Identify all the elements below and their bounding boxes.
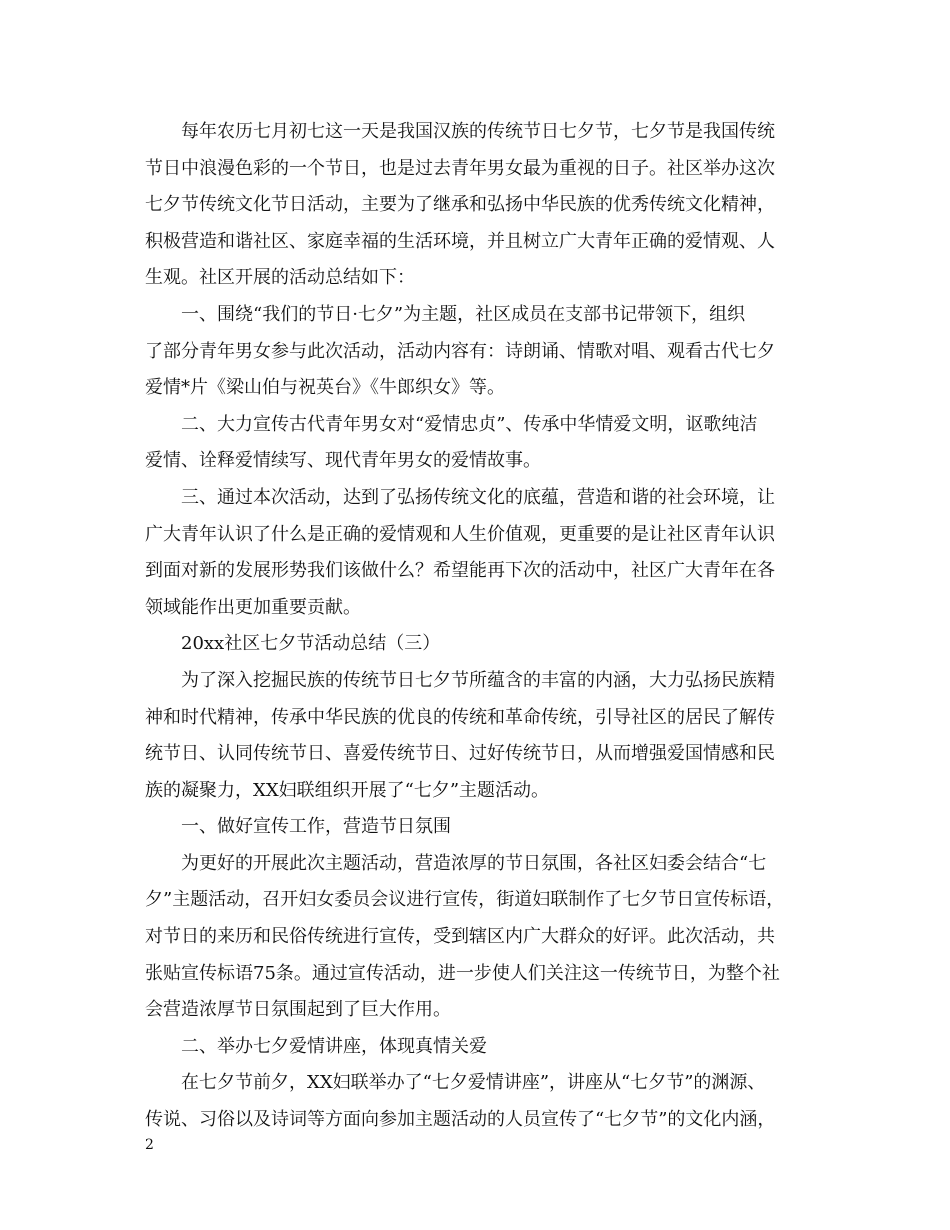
- text-line: 张贴宣传标语75条。通过宣传活动，进一步使人们关注这一传统节日，为整个社: [145, 962, 780, 984]
- text-line: 会营造浓厚节日氛围起到了巨大作用。: [145, 999, 451, 1021]
- text-line: 爱情*片《梁山伯与祝英台》《牛郎织女》等。: [145, 377, 505, 399]
- text-line: 一、做好宣传工作，营造节日氛围: [181, 816, 451, 838]
- text-line: 积极营造和谐社区、家庭幸福的生活环境，并且树立广大青年正确的爱情观、人: [145, 230, 775, 252]
- text-line: 三、通过本次活动，达到了弘扬传统文化的底蕴，营造和谐的社会环境，让: [181, 486, 775, 508]
- text-line: 二、举办七夕爱情讲座，体现真情关爱: [181, 1035, 487, 1057]
- text-line: 七夕节传统文化节日活动，主要为了继承和弘扬中华民族的优秀传统文化精神，: [145, 194, 775, 216]
- text-line: 了部分青年男女参与此次活动，活动内容有：诗朗诵、情歌对唱、观看古代七夕: [145, 340, 775, 362]
- text-line: 一、围绕“我们的节日·七夕”为主题，社区成员在支部书记带领下，组织: [181, 303, 746, 325]
- text-line: 领域能作出更加重要贡献。: [145, 596, 361, 618]
- text-line: 为了深入挖掘民族的传统节日七夕节所蕴含的丰富的内涵，大力弘扬民族精: [181, 669, 775, 691]
- text-line: 统节日、认同传统节日、喜爱传统节日、过好传统节日，从而增强爱国情感和民: [145, 743, 775, 765]
- text-line: 广大青年认识了什么是正确的爱情观和人生价值观，更重要的是让社区青年认识: [145, 523, 775, 545]
- text-line: 二、大力宣传古代青年男女对“爱情忠贞”、传承中华情爱文明，讴歌纯洁: [181, 413, 758, 435]
- text-line: 生观。社区开展的活动总结如下：: [145, 267, 415, 289]
- text-line: 在七夕节前夕，XX妇联举办了“七夕爱情讲座”，讲座从“七夕节”的渊源、: [181, 1072, 766, 1094]
- page-number: 2: [145, 1137, 154, 1153]
- body-text: [145, 114, 825, 1139]
- text-line: 20xx社区七夕节活动总结（三）: [181, 633, 441, 655]
- text-line: 神和时代精神，传承中华民族的优良的传统和革命传统，引导社区的居民了解传: [145, 706, 775, 728]
- text-line: 传说、习俗以及诗词等方面向参加主题活动的人员宣传了“七夕节”的文化内涵，: [145, 1109, 776, 1131]
- text-line: 对节日的来历和民俗传统进行宣传，受到辖区内广大群众的好评。此次活动，共: [145, 926, 775, 948]
- text-line: 夕”主题活动，召开妇女委员会议进行宣传，街道妇联制作了七夕节日宣传标语，: [145, 889, 785, 911]
- text-line: 族的凝聚力，XX妇联组织开展了“七夕”主题活动。: [145, 779, 550, 801]
- text-line: 每年农历七月初七这一天是我国汉族的传统节日七夕节，七夕节是我国传统: [181, 121, 775, 142]
- text-line: 为更好的开展此次主题活动，营造浓厚的节日氛围，各社区妇委会结合“七: [181, 852, 767, 874]
- text-line: 到面对新的发展形势我们该做什么？希望能再下次的活动中，社区广大青年在各: [145, 560, 775, 582]
- text-line: 爱情、诠释爱情续写、现代青年男女的爱情故事。: [145, 450, 541, 472]
- text-line: 节日中浪漫色彩的一个节日，也是过去青年男女最为重视的日子。社区举办这次: [145, 157, 775, 179]
